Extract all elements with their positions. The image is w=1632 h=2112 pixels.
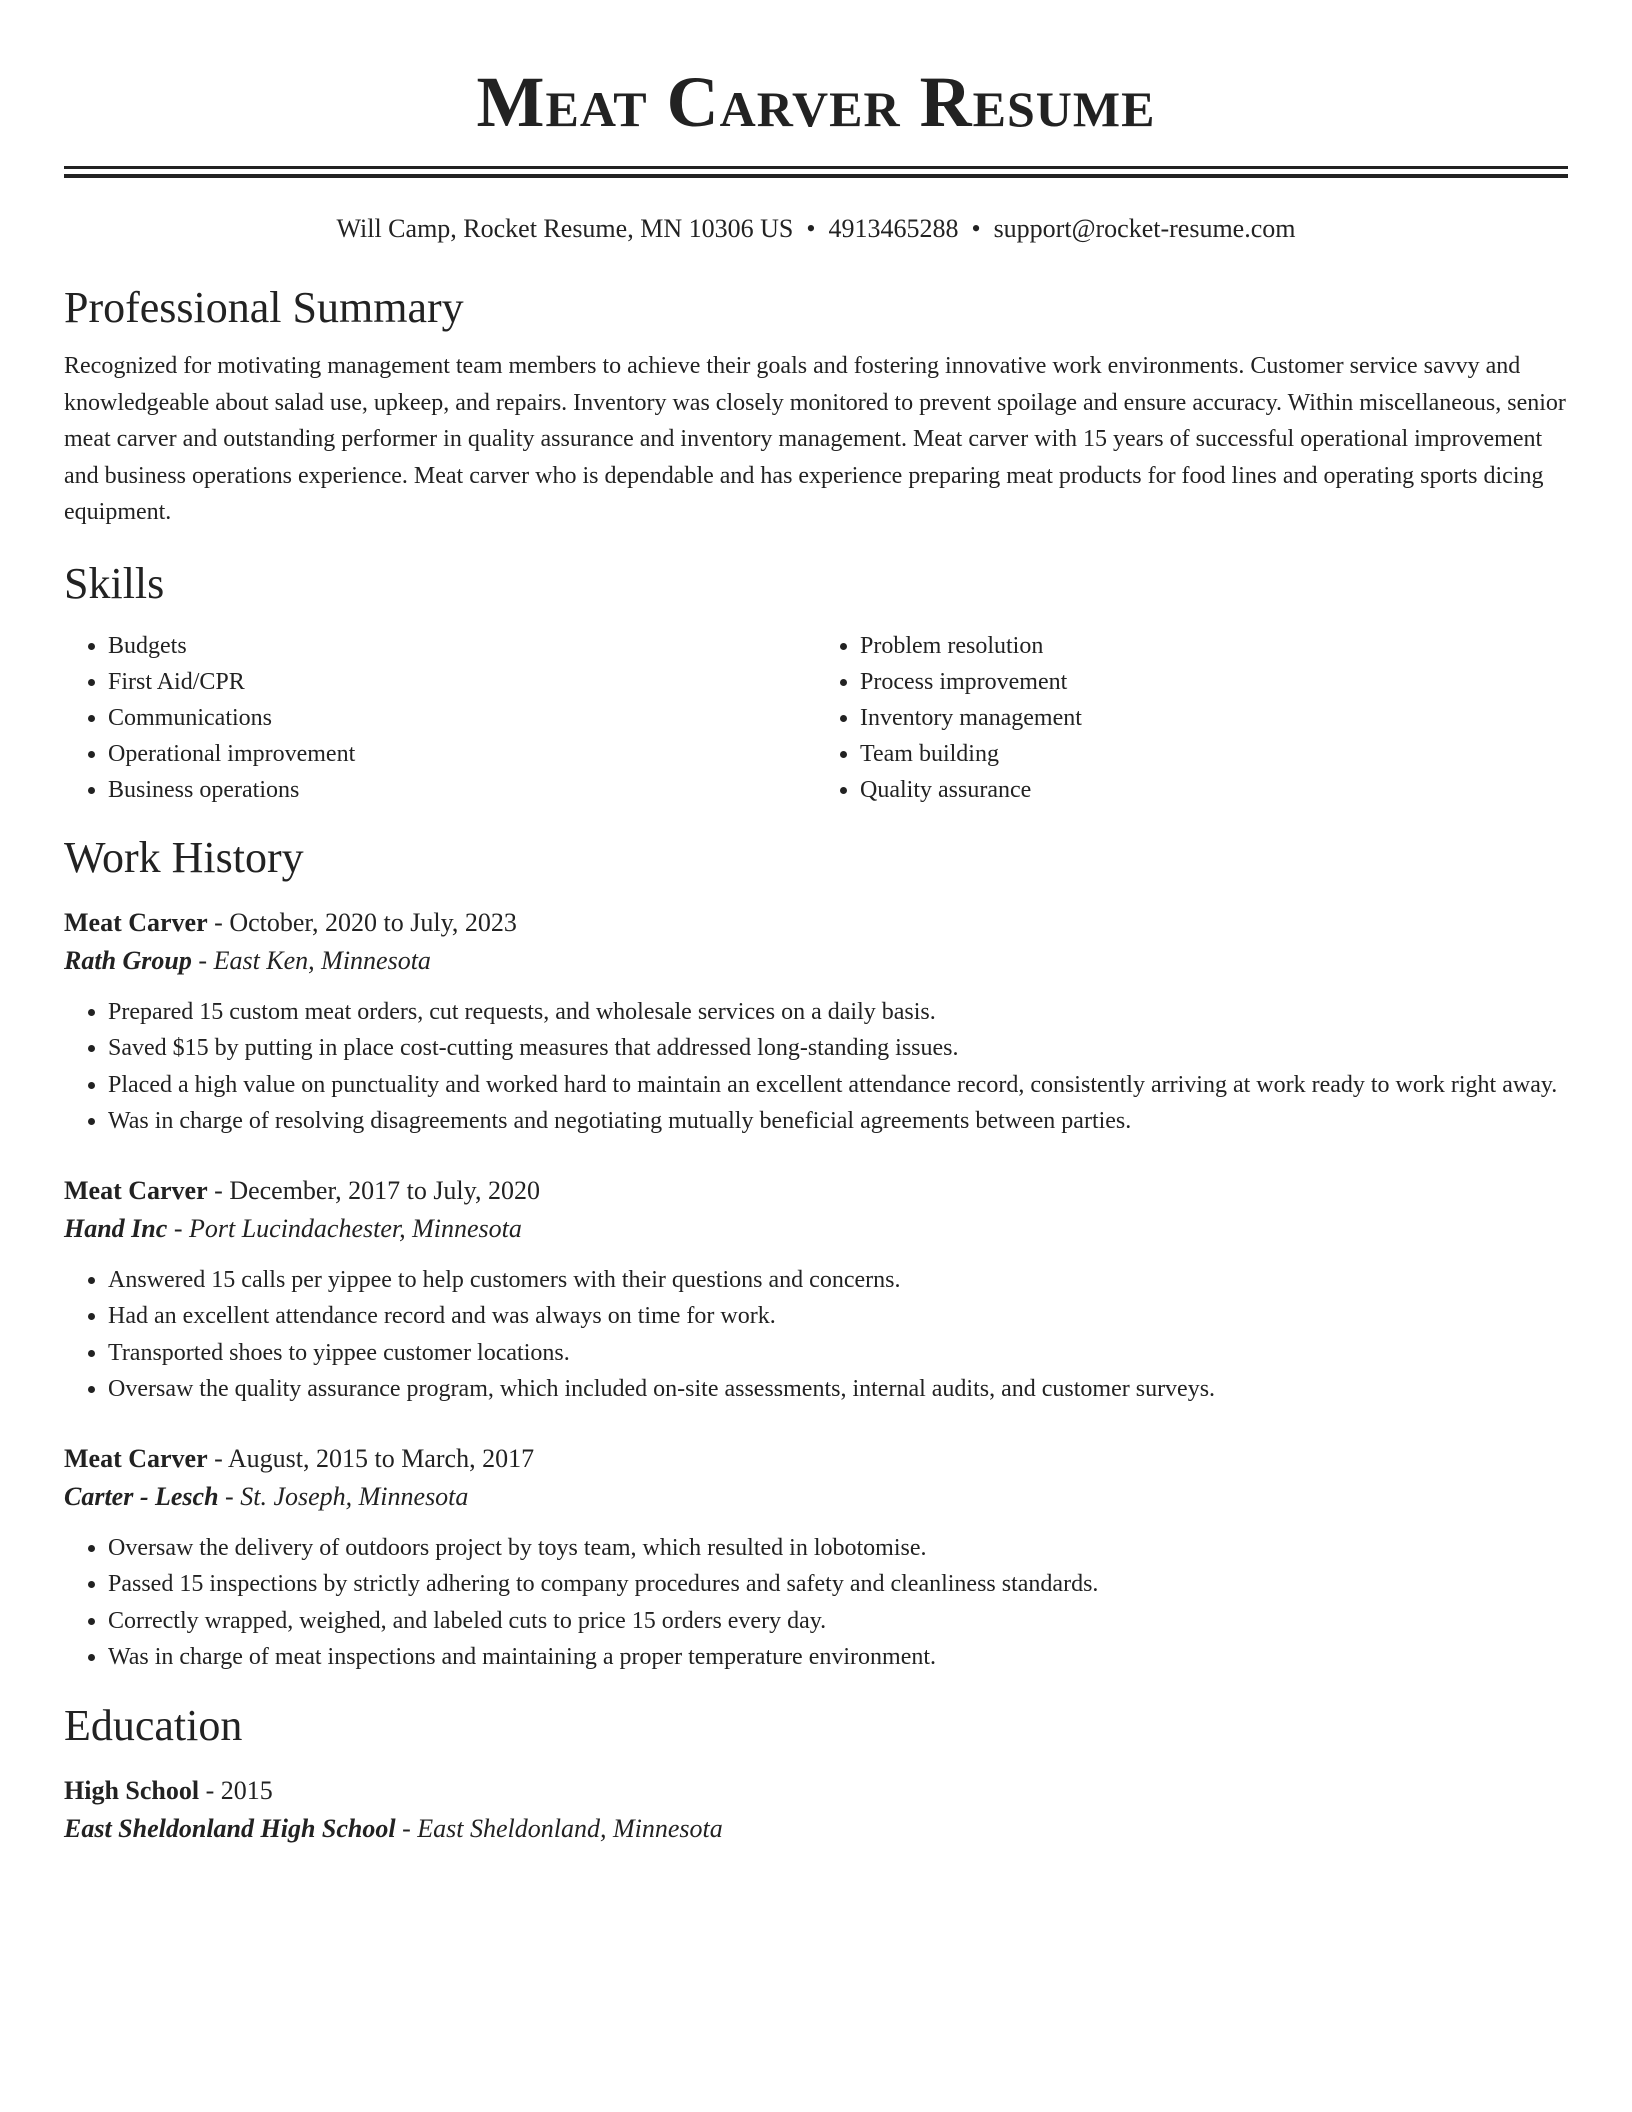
skill-item: • Budgets [108,628,816,664]
company-location: Port Lucindachester, Minnesota [188,1213,522,1243]
skill-item: • Problem resolution [860,628,1568,664]
job-bullet: • Oversaw the quality assurance program, which included on-site assessments, internal audits, and customer surveys. [108,1371,1568,1408]
skill-item: • Operational improvement [108,736,816,772]
job-bullets [64,1262,1568,1408]
skill-item: • Process improvement [860,664,1568,700]
degree-line: High School - 2015 [64,1775,273,1805]
skill-item: • Business operations [108,772,816,808]
company-line: Carter - Lesch - St. Joseph, Minnesota [64,1481,469,1511]
job-dates: October, 2020 to July, 2023 [229,907,517,937]
job-entry [64,904,1568,1140]
job-dates: August, 2015 to March, 2017 [227,1443,535,1473]
company-line: Hand Inc - Port Lucindachester, Minnesota [64,1213,522,1243]
job-bullets [64,994,1568,1140]
job-bullet: • Prepared 15 custom meat orders, cut requests, and wholesale services on a daily basis. [108,994,1568,1031]
skills-column-left [64,628,816,808]
company-location: East Ken, Minnesota [213,945,431,975]
skills-list [64,628,1568,808]
job-bullet: • Answered 15 calls per yippee to help customers with their questions and concerns. [108,1262,1568,1299]
skill-item: • Team building [860,736,1568,772]
summary-heading: Professional Summary [64,283,464,332]
job-title: Meat Carver [64,907,208,937]
job-bullet: • Was in charge of resolving disagreements and negotiating mutually beneficial agreements between parties. [108,1103,1568,1140]
job-bullet: • Transported shoes to yippee customer locations. [108,1335,1568,1372]
company-name: Carter - Lesch [64,1481,219,1511]
job-title-line: Meat Carver - August, 2015 to March, 2017 [64,1443,535,1473]
job-bullet: • Oversaw the delivery of outdoors project by toys team, which resulted in lobotomise. [108,1530,1568,1567]
resume-title: Meat Carver Resume [476,62,1156,142]
job-title: Meat Carver [64,1443,208,1473]
job-title-line: Meat Carver - October, 2020 to July, 2023 [64,907,517,937]
job-entry [64,1440,1568,1676]
skills-heading: Skills [64,558,165,608]
education-year: 2015 [220,1775,273,1805]
contact-separator: • [806,214,816,243]
job-bullet: • Passed 15 inspections by strictly adhering to company procedures and safety and cleanliness standards. [108,1566,1568,1603]
skill-item: • First Aid/CPR [108,664,816,700]
school-name: East Sheldonland High School [64,1813,396,1843]
summary-text: Recognized for motivating management team members to achieve their goals and fostering innovative work environments. Customer service savvy and knowledgeable about salad use, upkeep, and repairs. Inventory was closely monitored to prevent spoilage and ensure accuracy. Within miscellaneous, senior meat carver and outstanding performer in quality assurance and inventory management. Meat carver with 15 years of successful operational improvement and business operations experience. Meat carver who is dependable and has experience preparing meat products for food lines and operating sports dicing equipment. [64,353,1566,525]
job-bullet: • Correctly wrapped, weighed, and labeled cuts to price 15 orders every day. [108,1603,1568,1640]
job-bullet: • Placed a high value on punctuality and worked hard to maintain an excellent attendance record, consistently arriving at work ready to work right away. [108,1067,1568,1104]
job-dates: December, 2017 to July, 2020 [229,1175,540,1205]
contact-separator: • [971,214,981,243]
contact-email: support@rocket-resume.com [993,214,1296,243]
skills-column-right [816,628,1568,808]
job-bullet: • Saved $15 by putting in place cost-cutting measures that addressed long-standing issues. [108,1030,1568,1067]
school-line: East Sheldonland High School - East Sheldonland, Minnesota [64,1813,723,1843]
contact-phone: 4913465288 [828,214,959,243]
job-title-line: Meat Carver - December, 2017 to July, 2020 [64,1175,540,1205]
education-entry [64,1772,1568,1848]
job-title: Meat Carver [64,1175,208,1205]
company-name: Rath Group [64,945,192,975]
degree: High School [64,1775,200,1805]
skill-item: • Communications [108,700,816,736]
title-divider [64,166,1568,178]
job-bullet: • Had an excellent attendance record and was always on time for work. [108,1298,1568,1335]
school-location: East Sheldonland, Minnesota [417,1813,723,1843]
contact-line [64,212,1568,246]
work-history-heading: Work History [64,832,304,882]
education-heading: Education [64,1700,243,1750]
company-line: Rath Group - East Ken, Minnesota [64,945,431,975]
skill-item: • Inventory management [860,700,1568,736]
skill-item: • Quality assurance [860,772,1568,808]
contact-address: Will Camp, Rocket Resume, MN 10306 US [336,214,794,243]
company-location: St. Joseph, Minnesota [240,1481,469,1511]
job-bullet: • Was in charge of meat inspections and maintaining a proper temperature environment. [108,1639,1568,1676]
job-entry [64,1172,1568,1408]
job-bullets [64,1530,1568,1676]
company-name: Hand Inc [64,1213,168,1243]
